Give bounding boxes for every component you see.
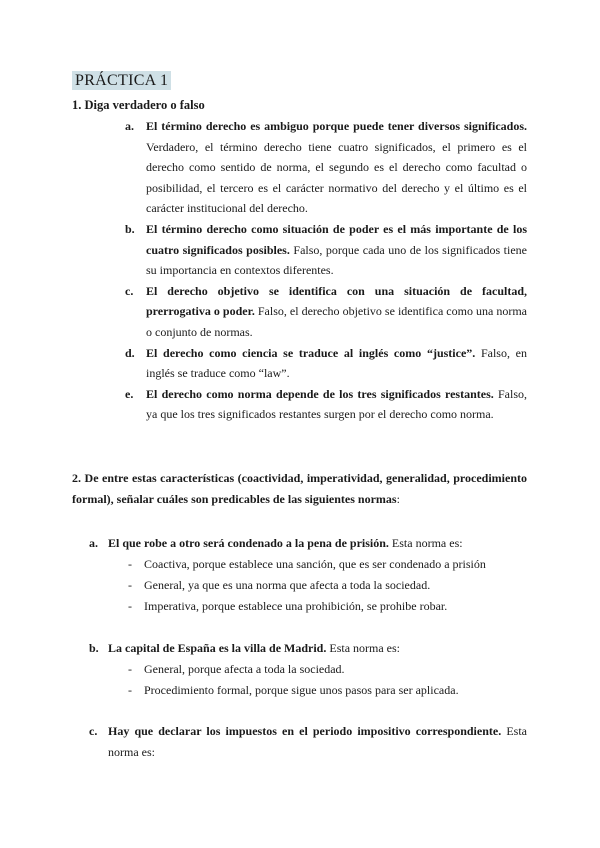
list-item: [125, 281, 527, 343]
bullet-item: - General, ya que es una norma que afecta a toda la sociedad.: [128, 577, 431, 592]
item-answer: Falso, el derecho objetivo se identifica como una norma o conjunto de normas.: [146, 304, 527, 339]
list-item: [125, 116, 527, 219]
question-2-heading: [72, 468, 527, 509]
item-answer: Falso, porque cada uno de los significados tiene su importancia en contextos diferentes.: [146, 242, 527, 278]
question-2-text: 2. De entre estas características (coactividad, imperatividad, generalidad, procedimiento formal), señalar cuáles son predicables de las siguientes normas: [72, 471, 527, 506]
list-item: [125, 384, 527, 425]
item-statement: El término derecho es ambiguo porque puede tener diversos significados.: [146, 119, 527, 133]
norm-statement: Hay que declarar los impuestos en el periodo impositivo correspondiente.: [108, 724, 502, 738]
norm-line: [108, 533, 527, 554]
question-1-list: [0, 116, 600, 425]
item-statement: El término derecho como situación de poder es el más importante de los cuatro significados posibles.: [146, 221, 527, 257]
norm-intro: Esta norma es:: [329, 641, 401, 655]
norm-line: [108, 638, 527, 659]
item-letter: a.: [125, 119, 134, 133]
norm-statement: El que robe a otro será condenado a la pena de prisión.: [108, 536, 389, 550]
item-statement: El derecho objetivo se identifica con una situación de facultad, prerrogativa o poder.: [146, 283, 527, 319]
item-letter: d.: [125, 345, 135, 360]
item-letter: b.: [125, 221, 135, 236]
item-letter: e.: [125, 386, 134, 401]
norm-block-a: [89, 533, 527, 617]
item-answer: Falso, en inglés se traduce como “law”.: [146, 345, 527, 381]
item-statement: El derecho como norma depende de los tres significados restantes.: [146, 386, 494, 401]
item-letter: c.: [125, 283, 134, 298]
norm-intro: Esta norma es:: [108, 724, 528, 759]
norm-block-b: [89, 638, 527, 701]
norm-block-c: [89, 721, 528, 762]
bullet-item: - Coactiva, porque establece una sanción, que es ser condenado a prisión: [128, 556, 486, 571]
bullet-item: - General, porque afecta a toda la sociedad.: [128, 661, 345, 676]
question-2-colon: :: [396, 491, 400, 506]
question-1-heading: 1. Diga verdadero o falso: [72, 98, 205, 112]
item-letter: b.: [89, 641, 99, 655]
bullet-item: - Imperativa, porque establece una prohibición, se prohibe robar.: [128, 598, 448, 613]
page-title: PRÁCTICA 1: [72, 71, 171, 90]
norm-statement: La capital de España es la villa de Madrid.: [108, 641, 327, 655]
item-statement: El derecho como ciencia se traduce al inglés como “justice”.: [146, 345, 476, 360]
item-answer: Falso, ya que los tres significados restantes surgen por el derecho como norma.: [146, 386, 527, 422]
bullet-item: - Procedimiento formal, porque sigue unos pasos para ser aplicada.: [128, 682, 459, 697]
norm-line: [108, 721, 527, 762]
list-item: [125, 343, 527, 384]
list-item: [125, 219, 527, 281]
norm-intro: Esta norma es:: [391, 536, 463, 550]
item-letter: c.: [89, 724, 98, 738]
item-letter: a.: [89, 536, 98, 550]
item-answer: Verdadero, el término derecho tiene cuatro significados, el primero es el derecho como sentido de norma, el segundo es el derecho como facultad o posibilidad, el tercero es el carácter normativo del derecho y el último es el carácter institucional del derecho.: [146, 139, 527, 216]
